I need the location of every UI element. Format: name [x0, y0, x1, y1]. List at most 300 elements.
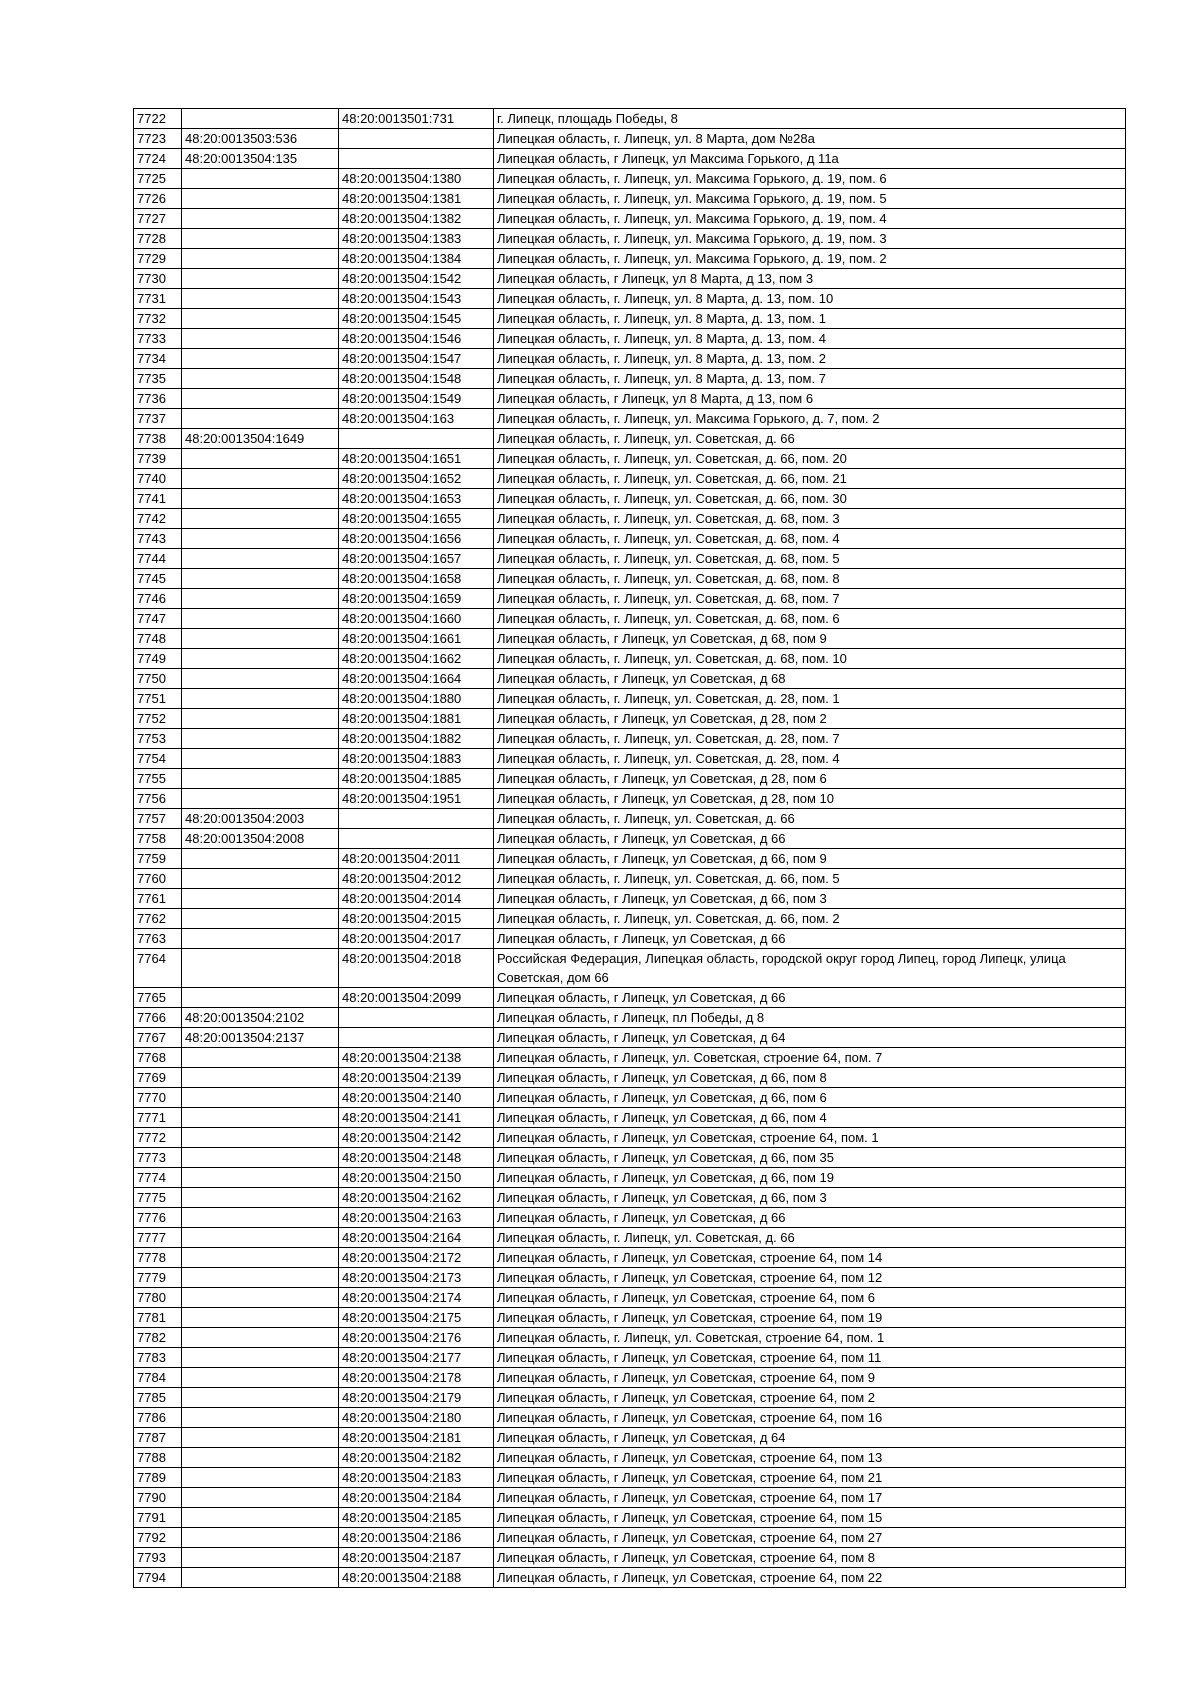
- row-number-cell: 7789: [134, 1468, 182, 1488]
- table-row: [134, 149, 1126, 169]
- premises-number-cell: 48:20:0013504:2182: [339, 1448, 494, 1468]
- address-cell: Липецкая область, г. Липецк, ул. Советская, д. 68, пом. 7: [494, 589, 1126, 609]
- address-cell: Липецкая область, г Липецк, ул Максима Горького, д 11а: [494, 149, 1126, 169]
- address-cell: Липецкая область, г Липецк, ул Советская, д 66, пом 6: [494, 1088, 1126, 1108]
- premises-number-cell: 48:20:0013504:2188: [339, 1568, 494, 1588]
- premises-number-cell: 48:20:0013504:2184: [339, 1488, 494, 1508]
- parcel-number-cell: [182, 1348, 339, 1368]
- premises-number-cell: 48:20:0013504:1664: [339, 669, 494, 689]
- address-cell: Липецкая область, г. Липецк, ул. Советская, д. 66, пом. 5: [494, 869, 1126, 889]
- row-number-cell: 7786: [134, 1408, 182, 1428]
- premises-number-cell: 48:20:0013504:2180: [339, 1408, 494, 1428]
- address-cell: Липецкая область, г. Липецк, ул. 8 Марта, д. 13, пом. 10: [494, 289, 1126, 309]
- table-row: [134, 949, 1126, 988]
- row-number-cell: 7739: [134, 449, 182, 469]
- parcel-number-cell: [182, 349, 339, 369]
- address-cell: Липецкая область, г Липецк, ул Советская, строение 64, пом 17: [494, 1488, 1126, 1508]
- premises-number-cell: 48:20:0013504:1652: [339, 469, 494, 489]
- premises-number-cell: 48:20:0013504:2178: [339, 1368, 494, 1388]
- table-row: [134, 1148, 1126, 1168]
- row-number-cell: 7756: [134, 789, 182, 809]
- row-number-cell: 7733: [134, 329, 182, 349]
- row-number-cell: 7722: [134, 109, 182, 129]
- premises-number-cell: 48:20:0013504:1382: [339, 209, 494, 229]
- row-number-cell: 7757: [134, 809, 182, 829]
- table-row: [134, 1008, 1126, 1028]
- table-row: [134, 549, 1126, 569]
- address-cell: Липецкая область, г Липецк, ул Советская, строение 64, пом 15: [494, 1508, 1126, 1528]
- parcel-number-cell: [182, 1148, 339, 1168]
- address-cell: Липецкая область, г Липецк, ул Советская, д 66: [494, 1208, 1126, 1228]
- table-row: [134, 1308, 1126, 1328]
- address-cell: Липецкая область, г Липецк, ул Советская, строение 64, пом 19: [494, 1308, 1126, 1328]
- table-row: [134, 609, 1126, 629]
- address-cell: Липецкая область, г Липецк, ул Советская, д 64: [494, 1028, 1126, 1048]
- parcel-number-cell: [182, 1168, 339, 1188]
- address-cell: Липецкая область, г. Липецк, ул. Советская, д. 28, пом. 4: [494, 749, 1126, 769]
- address-cell: Липецкая область, г. Липецк, ул. Максима Горького, д. 19, пом. 5: [494, 189, 1126, 209]
- parcel-number-cell: [182, 509, 339, 529]
- premises-number-cell: 48:20:0013504:2017: [339, 929, 494, 949]
- table-row: [134, 569, 1126, 589]
- premises-number-cell: 48:20:0013504:2186: [339, 1528, 494, 1548]
- parcel-number-cell: 48:20:0013504:1649: [182, 429, 339, 449]
- address-cell: Липецкая область, г. Липецк, ул. Советская, д. 66, пом. 20: [494, 449, 1126, 469]
- parcel-number-cell: [182, 209, 339, 229]
- address-cell: Липецкая область, г Липецк, ул Советская, д 66, пом 3: [494, 1188, 1126, 1208]
- premises-number-cell: 48:20:0013504:1656: [339, 529, 494, 549]
- row-number-cell: 7729: [134, 249, 182, 269]
- parcel-number-cell: [182, 109, 339, 129]
- row-number-cell: 7748: [134, 629, 182, 649]
- premises-number-cell: 48:20:0013504:1658: [339, 569, 494, 589]
- address-cell: Липецкая область, г. Липецк, ул. Советская, д. 66: [494, 1228, 1126, 1248]
- table-row: [134, 649, 1126, 669]
- row-number-cell: 7732: [134, 309, 182, 329]
- table-row: [134, 769, 1126, 789]
- row-number-cell: 7767: [134, 1028, 182, 1048]
- parcel-number-cell: [182, 949, 339, 988]
- table-row: [134, 1348, 1126, 1368]
- address-cell: Липецкая область, г Липецк, ул Советская, строение 64, пом 22: [494, 1568, 1126, 1588]
- table-row: [134, 109, 1126, 129]
- parcel-number-cell: [182, 789, 339, 809]
- address-cell: Липецкая область, г Липецк, ул Советская, д 66: [494, 829, 1126, 849]
- table-row: [134, 1228, 1126, 1248]
- premises-number-cell: [339, 1028, 494, 1048]
- address-cell: Липецкая область, г. Липецк, ул. Советская, д. 66, пом. 2: [494, 909, 1126, 929]
- premises-number-cell: 48:20:0013504:1383: [339, 229, 494, 249]
- premises-number-cell: 48:20:0013504:1951: [339, 789, 494, 809]
- parcel-number-cell: [182, 629, 339, 649]
- premises-number-cell: 48:20:0013504:2139: [339, 1068, 494, 1088]
- address-cell: Липецкая область, г Липецк, ул Советская, строение 64, пом 21: [494, 1468, 1126, 1488]
- row-number-cell: 7792: [134, 1528, 182, 1548]
- parcel-number-cell: [182, 449, 339, 469]
- parcel-number-cell: [182, 1328, 339, 1348]
- address-cell: Липецкая область, г Липецк, ул Советская, строение 64, пом 11: [494, 1348, 1126, 1368]
- row-number-cell: 7764: [134, 949, 182, 988]
- address-cell: Липецкая область, г. Липецк, ул. Максима Горького, д. 19, пом. 2: [494, 249, 1126, 269]
- parcel-number-cell: [182, 988, 339, 1008]
- row-number-cell: 7762: [134, 909, 182, 929]
- premises-number-cell: [339, 429, 494, 449]
- table-row: [134, 189, 1126, 209]
- premises-number-cell: 48:20:0013504:1883: [339, 749, 494, 769]
- row-number-cell: 7725: [134, 169, 182, 189]
- premises-number-cell: [339, 829, 494, 849]
- row-number-cell: 7769: [134, 1068, 182, 1088]
- parcel-number-cell: [182, 1568, 339, 1588]
- parcel-number-cell: [182, 229, 339, 249]
- address-cell: Липецкая область, г. Липецк, ул. Советская, д. 66, пом. 21: [494, 469, 1126, 489]
- premises-number-cell: 48:20:0013504:1657: [339, 549, 494, 569]
- address-cell: Липецкая область, г Липецк, ул Советская, строение 64, пом 16: [494, 1408, 1126, 1428]
- premises-number-cell: [339, 1008, 494, 1028]
- row-number-cell: 7775: [134, 1188, 182, 1208]
- address-cell: Липецкая область, г. Липецк, ул. 8 Марта, дом №28а: [494, 129, 1126, 149]
- row-number-cell: 7744: [134, 549, 182, 569]
- row-number-cell: 7776: [134, 1208, 182, 1228]
- address-cell: Липецкая область, г. Липецк, ул. Советская, д. 68, пом. 6: [494, 609, 1126, 629]
- premises-number-cell: 48:20:0013504:1659: [339, 589, 494, 609]
- table-row: [134, 1288, 1126, 1308]
- parcel-number-cell: [182, 1288, 339, 1308]
- address-cell: Липецкая область, г Липецк, ул Советская, д 66, пом 3: [494, 889, 1126, 909]
- premises-number-cell: 48:20:0013504:1548: [339, 369, 494, 389]
- row-number-cell: 7751: [134, 689, 182, 709]
- parcel-number-cell: [182, 1068, 339, 1088]
- address-cell: Липецкая область, г Липецк, ул Советская, д 28, пом 10: [494, 789, 1126, 809]
- address-cell: Липецкая область, г Липецк, ул 8 Марта, д 13, пом 3: [494, 269, 1126, 289]
- row-number-cell: 7794: [134, 1568, 182, 1588]
- table-row: [134, 269, 1126, 289]
- row-number-cell: 7740: [134, 469, 182, 489]
- table-row: [134, 849, 1126, 869]
- table-row: [134, 1368, 1126, 1388]
- table-row: [134, 389, 1126, 409]
- table-row: [134, 169, 1126, 189]
- premises-number-cell: 48:20:0013504:1880: [339, 689, 494, 709]
- table-row: [134, 1128, 1126, 1148]
- parcel-number-cell: [182, 1308, 339, 1328]
- address-cell: г. Липецк, площадь Победы, 8: [494, 109, 1126, 129]
- parcel-number-cell: [182, 1128, 339, 1148]
- table-row: [134, 1048, 1126, 1068]
- table-row: [134, 1068, 1126, 1088]
- parcel-number-cell: [182, 749, 339, 769]
- row-number-cell: 7753: [134, 729, 182, 749]
- row-number-cell: 7772: [134, 1128, 182, 1148]
- table-row: [134, 869, 1126, 889]
- table-row: [134, 1448, 1126, 1468]
- premises-number-cell: 48:20:0013504:1651: [339, 449, 494, 469]
- parcel-number-cell: [182, 549, 339, 569]
- table-row: [134, 988, 1126, 1008]
- parcel-number-cell: [182, 649, 339, 669]
- row-number-cell: 7779: [134, 1268, 182, 1288]
- address-cell: Липецкая область, г Липецк, ул Советская, д 28, пом 6: [494, 769, 1126, 789]
- premises-number-cell: 48:20:0013504:1543: [339, 289, 494, 309]
- parcel-number-cell: [182, 389, 339, 409]
- row-number-cell: 7778: [134, 1248, 182, 1268]
- address-cell: Липецкая область, г Липецк, пл Победы, д 8: [494, 1008, 1126, 1028]
- table-row: [134, 809, 1126, 829]
- parcel-number-cell: [182, 189, 339, 209]
- premises-number-cell: 48:20:0013504:2176: [339, 1328, 494, 1348]
- parcel-number-cell: [182, 589, 339, 609]
- row-number-cell: 7780: [134, 1288, 182, 1308]
- address-cell: Липецкая область, г Липецк, ул Советская, д 66, пом 8: [494, 1068, 1126, 1088]
- row-number-cell: 7749: [134, 649, 182, 669]
- address-cell: Липецкая область, г Липецк, ул Советская, д 66, пом 4: [494, 1108, 1126, 1128]
- table-row: [134, 309, 1126, 329]
- row-number-cell: 7793: [134, 1548, 182, 1568]
- table-row: [134, 1408, 1126, 1428]
- table-row: [134, 709, 1126, 729]
- parcel-number-cell: [182, 409, 339, 429]
- row-number-cell: 7735: [134, 369, 182, 389]
- premises-number-cell: 48:20:0013504:2162: [339, 1188, 494, 1208]
- table-row: [134, 1568, 1126, 1588]
- row-number-cell: 7759: [134, 849, 182, 869]
- parcel-number-cell: [182, 289, 339, 309]
- address-cell: Липецкая область, г. Липецк, ул. 8 Марта, д. 13, пом. 2: [494, 349, 1126, 369]
- parcel-number-cell: [182, 1528, 339, 1548]
- premises-number-cell: 48:20:0013504:163: [339, 409, 494, 429]
- address-cell: Липецкая область, г. Липецк, ул. Максима Горького, д. 19, пом. 3: [494, 229, 1126, 249]
- row-number-cell: 7726: [134, 189, 182, 209]
- parcel-number-cell: [182, 249, 339, 269]
- parcel-number-cell: [182, 1488, 339, 1508]
- address-cell: Липецкая область, г Липецк, ул Советская, строение 64, пом 9: [494, 1368, 1126, 1388]
- premises-number-cell: 48:20:0013504:1881: [339, 709, 494, 729]
- row-number-cell: 7743: [134, 529, 182, 549]
- premises-number-cell: 48:20:0013504:2163: [339, 1208, 494, 1228]
- table-row: [134, 1548, 1126, 1568]
- table-row: [134, 1088, 1126, 1108]
- row-number-cell: 7766: [134, 1008, 182, 1028]
- table-row: [134, 789, 1126, 809]
- parcel-number-cell: [182, 929, 339, 949]
- row-number-cell: 7785: [134, 1388, 182, 1408]
- address-cell: Липецкая область, г Липецк, ул Советская, строение 64, пом 8: [494, 1548, 1126, 1568]
- parcel-number-cell: [182, 1408, 339, 1428]
- table-row: [134, 469, 1126, 489]
- row-number-cell: 7763: [134, 929, 182, 949]
- parcel-number-cell: [182, 1208, 339, 1228]
- parcel-number-cell: [182, 269, 339, 289]
- premises-number-cell: 48:20:0013504:2141: [339, 1108, 494, 1128]
- row-number-cell: 7736: [134, 389, 182, 409]
- premises-number-cell: 48:20:0013504:1661: [339, 629, 494, 649]
- row-number-cell: 7790: [134, 1488, 182, 1508]
- row-number-cell: 7755: [134, 769, 182, 789]
- row-number-cell: 7774: [134, 1168, 182, 1188]
- table-row: [134, 1428, 1126, 1448]
- parcel-number-cell: [182, 529, 339, 549]
- table-row: [134, 929, 1126, 949]
- premises-number-cell: 48:20:0013504:2099: [339, 988, 494, 1008]
- row-number-cell: 7768: [134, 1048, 182, 1068]
- parcel-number-cell: 48:20:0013504:2003: [182, 809, 339, 829]
- row-number-cell: 7747: [134, 609, 182, 629]
- parcel-number-cell: [182, 1248, 339, 1268]
- address-cell: Липецкая область, г Липецк, ул Советская, строение 64, пом. 1: [494, 1128, 1126, 1148]
- parcel-number-cell: 48:20:0013503:536: [182, 129, 339, 149]
- address-cell: Липецкая область, г. Липецк, ул. Советская, строение 64, пом. 1: [494, 1328, 1126, 1348]
- address-cell: Липецкая область, г Липецк, ул Советская, строение 64, пом 6: [494, 1288, 1126, 1308]
- premises-number-cell: 48:20:0013504:2150: [339, 1168, 494, 1188]
- premises-number-cell: 48:20:0013504:2140: [339, 1088, 494, 1108]
- parcel-number-cell: [182, 729, 339, 749]
- table-row: [134, 729, 1126, 749]
- parcel-number-cell: [182, 1228, 339, 1248]
- parcel-number-cell: [182, 1448, 339, 1468]
- row-number-cell: 7745: [134, 569, 182, 589]
- address-cell: Липецкая область, г Липецк, ул Советская, д 66: [494, 988, 1126, 1008]
- row-number-cell: 7724: [134, 149, 182, 169]
- property-table: [133, 108, 1126, 1588]
- parcel-number-cell: [182, 1428, 339, 1448]
- address-cell: Липецкая область, г Липецк, ул Советская, строение 64, пом 13: [494, 1448, 1126, 1468]
- table-row: [134, 669, 1126, 689]
- parcel-number-cell: 48:20:0013504:2102: [182, 1008, 339, 1028]
- row-number-cell: 7783: [134, 1348, 182, 1368]
- address-cell: Липецкая область, г Липецк, ул Советская, строение 64, пом 27: [494, 1528, 1126, 1548]
- premises-number-cell: 48:20:0013504:1384: [339, 249, 494, 269]
- premises-number-cell: 48:20:0013504:2174: [339, 1288, 494, 1308]
- premises-number-cell: 48:20:0013501:731: [339, 109, 494, 129]
- row-number-cell: 7777: [134, 1228, 182, 1248]
- parcel-number-cell: [182, 1088, 339, 1108]
- table-row: [134, 1468, 1126, 1488]
- premises-number-cell: 48:20:0013504:2018: [339, 949, 494, 988]
- row-number-cell: 7760: [134, 869, 182, 889]
- address-cell: Липецкая область, г Липецк, ул Советская, д 28, пом 2: [494, 709, 1126, 729]
- row-number-cell: 7750: [134, 669, 182, 689]
- table-row: [134, 749, 1126, 769]
- table-row: [134, 249, 1126, 269]
- parcel-number-cell: [182, 1368, 339, 1388]
- address-cell: Липецкая область, г. Липецк, ул. Максима Горького, д. 19, пом. 4: [494, 209, 1126, 229]
- row-number-cell: 7742: [134, 509, 182, 529]
- premises-number-cell: 48:20:0013504:1380: [339, 169, 494, 189]
- premises-number-cell: 48:20:0013504:2175: [339, 1308, 494, 1328]
- address-cell: Липецкая область, г Липецк, ул Советская, д 68, пом 9: [494, 629, 1126, 649]
- row-number-cell: 7788: [134, 1448, 182, 1468]
- premises-number-cell: 48:20:0013504:2015: [339, 909, 494, 929]
- row-number-cell: 7758: [134, 829, 182, 849]
- parcel-number-cell: [182, 1548, 339, 1568]
- address-cell: Липецкая область, г. Липецк, ул. 8 Марта, д. 13, пом. 7: [494, 369, 1126, 389]
- parcel-number-cell: [182, 869, 339, 889]
- premises-number-cell: 48:20:0013504:1885: [339, 769, 494, 789]
- premises-number-cell: 48:20:0013504:2173: [339, 1268, 494, 1288]
- table-row: [134, 1268, 1126, 1288]
- table-row: [134, 369, 1126, 389]
- address-cell: Липецкая область, г. Липецк, ул. Советская, д. 68, пом. 3: [494, 509, 1126, 529]
- row-number-cell: 7754: [134, 749, 182, 769]
- premises-number-cell: [339, 809, 494, 829]
- row-number-cell: 7771: [134, 1108, 182, 1128]
- row-number-cell: 7765: [134, 988, 182, 1008]
- table-row: [134, 529, 1126, 549]
- premises-number-cell: 48:20:0013504:1547: [339, 349, 494, 369]
- premises-number-cell: 48:20:0013504:1662: [339, 649, 494, 669]
- table-row: [134, 409, 1126, 429]
- address-cell: Липецкая область, г Липецк, ул Советская, строение 64, пом 14: [494, 1248, 1126, 1268]
- row-number-cell: 7782: [134, 1328, 182, 1348]
- row-number-cell: 7734: [134, 349, 182, 369]
- parcel-number-cell: 48:20:0013504:135: [182, 149, 339, 169]
- table-row: [134, 1528, 1126, 1548]
- address-cell: Липецкая область, г. Липецк, ул. Советская, д. 66, пом. 30: [494, 489, 1126, 509]
- parcel-number-cell: [182, 669, 339, 689]
- row-number-cell: 7728: [134, 229, 182, 249]
- premises-number-cell: 48:20:0013504:1655: [339, 509, 494, 529]
- premises-number-cell: 48:20:0013504:1660: [339, 609, 494, 629]
- parcel-number-cell: [182, 909, 339, 929]
- row-number-cell: 7741: [134, 489, 182, 509]
- parcel-number-cell: [182, 1108, 339, 1128]
- property-table-body: [134, 109, 1126, 1588]
- address-cell: Липецкая область, г. Липецк, ул. Советская, д. 68, пом. 4: [494, 529, 1126, 549]
- table-row: [134, 489, 1126, 509]
- premises-number-cell: 48:20:0013504:1882: [339, 729, 494, 749]
- row-number-cell: 7730: [134, 269, 182, 289]
- address-cell: Липецкая область, г. Липецк, ул. Советская, д. 68, пом. 8: [494, 569, 1126, 589]
- row-number-cell: 7723: [134, 129, 182, 149]
- parcel-number-cell: [182, 1188, 339, 1208]
- parcel-number-cell: [182, 1508, 339, 1528]
- table-row: [134, 429, 1126, 449]
- parcel-number-cell: [182, 569, 339, 589]
- premises-number-cell: 48:20:0013504:1381: [339, 189, 494, 209]
- address-cell: Липецкая область, г. Липецк, ул. 8 Марта, д. 13, пом. 4: [494, 329, 1126, 349]
- parcel-number-cell: [182, 689, 339, 709]
- premises-number-cell: [339, 149, 494, 169]
- table-row: [134, 229, 1126, 249]
- premises-number-cell: 48:20:0013504:2177: [339, 1348, 494, 1368]
- table-row: [134, 689, 1126, 709]
- parcel-number-cell: [182, 1048, 339, 1068]
- premises-number-cell: 48:20:0013504:1545: [339, 309, 494, 329]
- table-row: [134, 589, 1126, 609]
- premises-number-cell: 48:20:0013504:2164: [339, 1228, 494, 1248]
- table-row: [134, 209, 1126, 229]
- address-cell: Липецкая область, г. Липецк, ул. Максима Горького, д. 7, пом. 2: [494, 409, 1126, 429]
- table-row: [134, 349, 1126, 369]
- table-row: [134, 1388, 1126, 1408]
- table-row: [134, 1508, 1126, 1528]
- parcel-number-cell: 48:20:0013504:2137: [182, 1028, 339, 1048]
- table-row: [134, 329, 1126, 349]
- premises-number-cell: 48:20:0013504:2179: [339, 1388, 494, 1408]
- address-cell: Российская Федерация, Липецкая область, городской округ город Липец, город Липецк, улица Советская, дом 66: [494, 949, 1126, 988]
- address-cell: Липецкая область, г Липецк, ул 8 Марта, д 13, пом 6: [494, 389, 1126, 409]
- row-number-cell: 7746: [134, 589, 182, 609]
- row-number-cell: 7731: [134, 289, 182, 309]
- table-row: [134, 1488, 1126, 1508]
- row-number-cell: 7738: [134, 429, 182, 449]
- address-cell: Липецкая область, г. Липецк, ул. Советская, д. 66: [494, 809, 1126, 829]
- parcel-number-cell: 48:20:0013504:2008: [182, 829, 339, 849]
- address-cell: Липецкая область, г. Липецк, ул. Советская, д. 68, пом. 10: [494, 649, 1126, 669]
- address-cell: Липецкая область, г. Липецк, ул. Советская, д. 68, пом. 5: [494, 549, 1126, 569]
- parcel-number-cell: [182, 1468, 339, 1488]
- row-number-cell: 7727: [134, 209, 182, 229]
